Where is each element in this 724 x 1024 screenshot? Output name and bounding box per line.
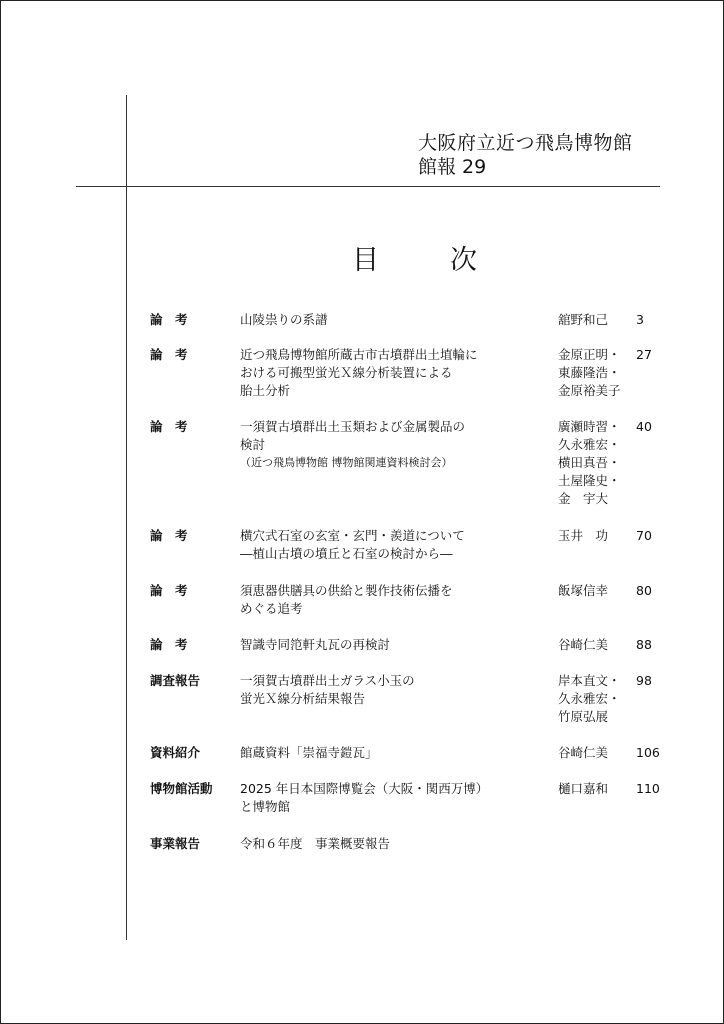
entry-title <box>240 346 550 400</box>
entry-category: 論 考 <box>150 528 188 543</box>
author-name: 金 宇大 <box>558 491 609 506</box>
entry-authors <box>558 672 621 726</box>
publication-title-block <box>418 131 633 179</box>
entry-category: 資料紹介 <box>150 745 201 760</box>
entry-category: 事業報告 <box>150 836 201 851</box>
entry-category: 博物館活動 <box>150 781 213 796</box>
entry-title <box>240 672 550 708</box>
author-name: 金原正明・ <box>558 347 621 362</box>
toc-heading: 目 次 <box>352 245 499 276</box>
entry-title-line: 一須賀古墳群出土玉類および金属製品の <box>240 419 466 434</box>
entry-page-number: 27 <box>636 347 652 362</box>
entry-page-number: 80 <box>636 583 652 598</box>
horizontal-rule <box>76 186 660 187</box>
author-name: 岸本直文・ <box>558 673 621 688</box>
author-name: 久永雅宏・ <box>558 691 621 706</box>
entry-title-line: 近つ飛鳥博物館所蔵古市古墳群出土埴輪に <box>240 347 478 362</box>
entry-subtitle: （近つ飛鳥博物館 博物館関連資料検討会） <box>240 456 453 469</box>
entry-title-line: めぐる追考 <box>240 601 303 616</box>
vertical-rule <box>126 95 127 940</box>
entry-title-line: ―植山古墳の墳丘と石室の検討から― <box>240 546 453 561</box>
entry-title-line: 検討 <box>240 437 266 452</box>
entry-category: 論 考 <box>150 637 188 652</box>
entry-title <box>240 780 550 816</box>
entry-title <box>240 418 550 472</box>
entry-title-line: 一須賀古墳群出土ガラス小玉の <box>240 673 415 688</box>
author-name: 谷崎仁美 <box>558 745 609 760</box>
entry-page-number: 110 <box>636 781 660 796</box>
author-name: 金原裕美子 <box>558 383 621 398</box>
author-name: 飯塚信幸 <box>558 583 609 598</box>
entry-title <box>240 835 550 853</box>
entry-authors <box>558 346 621 400</box>
author-name: 樋口嘉和 <box>558 781 609 796</box>
author-name: 廣瀬時習・ <box>558 419 621 434</box>
author-name: 谷崎仁美 <box>558 637 609 652</box>
entry-page-number: 40 <box>636 419 652 434</box>
entry-title-line: と博物館 <box>240 799 291 814</box>
entry-authors <box>558 636 608 654</box>
entry-title-line: 館蔵資料「崇福寺鎧瓦」 <box>240 745 378 760</box>
entry-page-number: 88 <box>636 637 652 652</box>
entry-title-line: 胎土分析 <box>240 383 291 398</box>
entry-title <box>240 311 550 329</box>
entry-page-number: 98 <box>636 673 652 688</box>
entry-title <box>240 582 550 618</box>
entry-category: 論 考 <box>150 312 188 327</box>
entry-title-line: 令和６年度 事業概要報告 <box>240 836 391 851</box>
entry-authors <box>558 311 608 329</box>
volume-label: 館報 29 <box>418 156 487 178</box>
author-name: 舘野和己 <box>558 312 609 327</box>
entry-title <box>240 636 550 654</box>
entry-authors <box>558 527 608 545</box>
author-name: 横田真吾・ <box>558 455 621 470</box>
entry-title-line: 蛍光Ｘ線分析結果報告 <box>240 691 366 706</box>
entry-page-number: 3 <box>636 312 644 327</box>
author-name: 久永雅宏・ <box>558 437 621 452</box>
entry-title <box>240 744 550 762</box>
entry-category: 調査報告 <box>150 673 201 688</box>
entry-category: 論 考 <box>150 583 188 598</box>
entry-title-line: 山陵祟りの系譜 <box>240 312 328 327</box>
entry-authors <box>558 418 621 508</box>
entry-title-line: 2025 年日本国際博覧会（大阪・関西万博） <box>240 781 489 796</box>
entry-category: 論 考 <box>150 419 188 434</box>
entry-page-number: 70 <box>636 528 652 543</box>
entry-title-line: 横穴式石室の玄室・玄門・羨道について <box>240 528 465 543</box>
author-name: 土屋隆史・ <box>558 473 621 488</box>
entry-page-number: 106 <box>636 745 660 760</box>
entry-authors <box>558 582 608 600</box>
entry-authors <box>558 744 608 762</box>
entry-title-line: 智識寺同笵軒丸瓦の再検討 <box>240 637 391 652</box>
entry-category: 論 考 <box>150 347 188 362</box>
entry-authors <box>558 780 608 798</box>
author-name: 竹原弘展 <box>558 709 609 724</box>
entry-title <box>240 527 550 563</box>
publisher-name: 大阪府立近つ飛鳥博物館 <box>418 132 633 154</box>
entry-title-line: おける可搬型蛍光Ｘ線分析装置による <box>240 365 453 380</box>
entry-title-line: 須恵器供膳具の供給と製作技術伝播を <box>240 583 453 598</box>
author-name: 玉井 功 <box>558 528 609 543</box>
author-name: 東藤隆浩・ <box>558 365 621 380</box>
